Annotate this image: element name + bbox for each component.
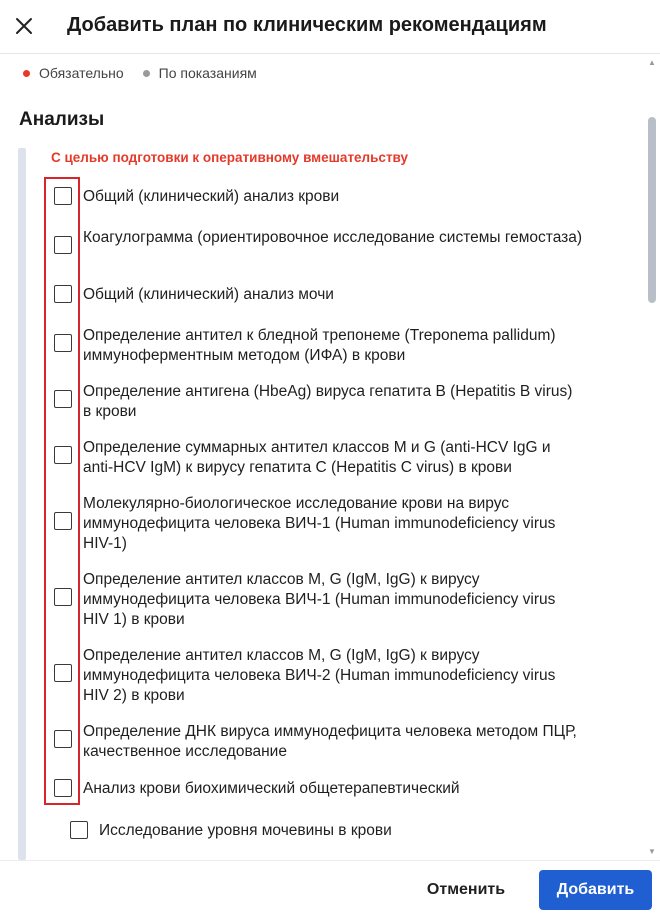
add-button[interactable]: Добавить (539, 870, 652, 910)
checklist-subitem-label: Исследование уровня мочевины в крови (99, 822, 392, 839)
checklist-item[interactable] (54, 439, 594, 478)
group-indicator-bar (18, 148, 26, 860)
mandatory-dot-icon (23, 70, 30, 77)
checkbox[interactable] (54, 334, 72, 352)
checklist-item-label: Определение антигена (HbeAg) вируса гепатита B (Hepatitis B virus) в крови (83, 383, 573, 420)
checkbox[interactable] (54, 236, 72, 254)
checklist-item[interactable] (54, 285, 594, 305)
checklist-item-label: Анализ крови биохимический общетерапевтический (83, 780, 460, 797)
checklist-item[interactable] (54, 187, 594, 207)
scrollbar-thumb[interactable] (648, 117, 656, 303)
close-icon (15, 17, 33, 35)
checkbox[interactable] (54, 512, 72, 530)
dialog-body[interactable] (0, 55, 660, 860)
legend-mandatory-label: Обязательно (39, 65, 124, 81)
checkbox[interactable] (54, 588, 72, 606)
checkbox[interactable] (54, 779, 72, 797)
checkbox[interactable] (54, 664, 72, 682)
checkbox-highlight-frame (44, 177, 80, 805)
checklist-item-label: Молекулярно-биологическое исследование крови на вирус иммунодефицита человека ВИЧ-1 (Human immunodeficiency virus HIV-1) (83, 495, 556, 552)
checklist-item-label: Общий (клинический) анализ крови (83, 188, 340, 205)
checklist-item[interactable] (54, 571, 594, 630)
vertical-scrollbar[interactable] (648, 55, 656, 860)
checkbox[interactable] (54, 730, 72, 748)
legend-indications-label: По показаниям (158, 65, 257, 81)
scroll-down-icon[interactable]: ▼ (648, 847, 656, 856)
dialog-title: Добавить план по клиническим рекомендациям (67, 14, 547, 36)
legend-indications (143, 65, 257, 81)
checklist-item-label: Определение антител классов M, G (IgM, IgG) к вирусу иммунодефицита человека ВИЧ-1 (Human immunodeficiency virus HIV 1) в крови (83, 571, 556, 628)
checklist-item-label: Общий (клинический) анализ мочи (83, 286, 334, 303)
checklist-item[interactable] (54, 383, 594, 422)
close-button[interactable] (10, 12, 38, 40)
checklist-subitem[interactable] (70, 821, 392, 841)
scroll-up-icon[interactable]: ▲ (648, 58, 656, 67)
checklist-item[interactable] (54, 229, 594, 254)
section-title: Анализы (19, 109, 105, 130)
cancel-button[interactable]: Отменить (405, 870, 527, 910)
checklist-item-label: Определение антител классов M, G (IgM, IgG) к вирусу иммунодефицита человека ВИЧ-2 (Human immunodeficiency virus HIV 2) в крови (83, 647, 556, 704)
checkbox[interactable] (54, 187, 72, 205)
checklist-item[interactable] (54, 495, 594, 554)
indications-dot-icon (143, 70, 150, 77)
checkbox[interactable] (54, 446, 72, 464)
checklist-item-label: Коагулограмма (ориентировочное исследование системы гемостаза) (83, 229, 583, 246)
checkbox[interactable] (54, 390, 72, 408)
group-caption: С целью подготовки к оперативному вмешательству (51, 150, 409, 165)
checkbox[interactable] (54, 285, 72, 303)
checklist-item[interactable] (54, 723, 594, 762)
checklist-item[interactable] (54, 647, 594, 706)
checklist-item-label: Определение суммарных антител классов M и G (anti-HCV IgG и anti-HCV IgM) к вирусу гепатита C (Hepatitis C virus) в крови (83, 439, 551, 476)
checklist-item[interactable] (54, 327, 594, 366)
dialog-header (0, 0, 660, 54)
dialog-footer (0, 860, 660, 915)
checklist-item-label: Определение ДНК вируса иммунодефицита человека методом ПЦР, качественное исследование (83, 723, 577, 760)
legend (23, 65, 276, 81)
legend-mandatory (23, 65, 124, 81)
checklist-item[interactable] (54, 779, 594, 799)
checklist-item-label: Определение антител к бледной трепонеме (Treponema pallidum) иммуноферментным методом (ИФА) в крови (83, 327, 556, 364)
checkbox[interactable] (70, 821, 88, 839)
